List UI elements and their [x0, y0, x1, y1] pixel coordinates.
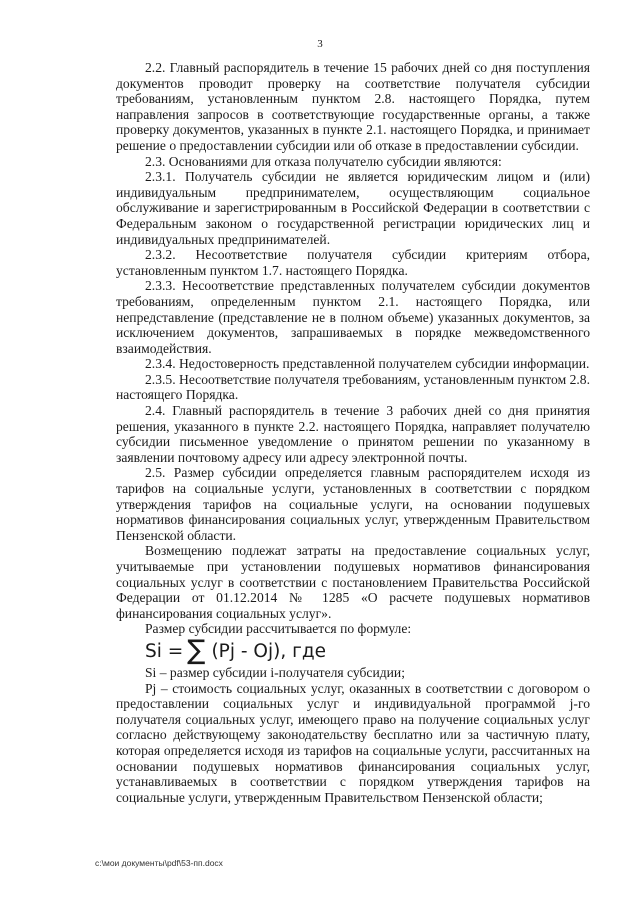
paragraph-2-3: 2.3. Основаниями для отказа получателю субсидии являются:: [145, 153, 502, 169]
formula-lhs: Si =: [145, 640, 184, 662]
footer-file-path: c:\мои документы\pdf\53-пп.docx: [95, 858, 223, 868]
paragraph-2-5: 2.5. Размер субсидии определяется главным распорядителем исходя из тарифов на социальные услуги, установленных в соответствии с порядком утверждения тарифов на социальные услуги, на основании подушевых нормативов финансирования социальных услуг, утвержденным Правительством Пензенской области.: [116, 465, 590, 543]
paragraph-2-3-4: 2.3.4. Недостоверность представленной получателем субсидии информации.: [145, 356, 590, 372]
paragraph-2-3-1: 2.3.1. Получатель субсидии не является юридическим лицом и (или) индивидуальным предпринимателем, осуществляющим социальное обслуживание и зарегистрированным в Российской Федерации в соответствии с Федеральным законом о государственной регистрации юридических лиц и индивидуальных предпринимателей.: [116, 169, 590, 247]
paragraph-2-3-5: 2.3.5. Несоответствие получателя требованиям, установленным пунктом 2.8. настоящего Порядка.: [116, 371, 590, 403]
paragraph-2-3-2: 2.3.2. Несоответствие получателя субсидии критериям отбора, установленным пунктом 1.7. настоящего Порядка.: [116, 247, 590, 278]
document-body: [116, 60, 590, 805]
subsidy-formula: [116, 634, 590, 666]
paragraph-2-2: 2.2. Главный распорядитель в течение 15 рабочих дней со дня поступления документов проводит проверку на соответствие получателя субсидии требованиям, установленным пунктом 2.8. настоящего Порядка, путем направления запросов в соответствующие государственные органы, а также проверку документов, указанных в пункте 2.1. настоящего Порядка, и принимает решение о предоставлении субсидии или об отказе в предоставлении субсидии.: [116, 60, 590, 153]
paragraph-2-3-3: 2.3.3. Несоответствие представленных получателем субсидии документов требованиям, определенным пунктом 2.1. настоящего Порядка, или непредставление (представление не в полном объеме) указанных документов, за исключением документов, запрашиваемых в порядке межведомственного взаимодействия.: [116, 278, 590, 356]
definition-si: Si – размер субсидии i-получателя субсидии;: [145, 664, 405, 680]
formula-rhs: (Pj - Oj), где: [211, 640, 326, 662]
paragraph-reimbursement: Возмещению подлежат затраты на предоставление социальных услуг, учитываемые при установлении подушевых нормативов финансирования социальных услуг в соответствии с постановлением Правительства Российской Федерации от 01.12.2014 № 1285 «О расчете подушевых нормативов финансирования социальных услуг».: [116, 543, 590, 621]
definition-pj: Pj – стоимость социальных услуг, оказанных в соответствии с договором о предоставлении социальных услуг и индивидуальной программой j-го получателя социальных услуг, имеющего право на получение социальных услуг согласно действующему законодательству бесплатно или за частичную плату, которая определяется исходя из тарифов на социальные услуги, рассчитанных на основании подушевых нормативов финансирования социальных услуг, устанавливаемых в соответствии с порядком утверждения тарифов на социальные услуги, утвержденным Правительством Пензенской области;: [116, 680, 590, 805]
sigma-symbol: ∑: [187, 634, 206, 666]
paragraph-2-4: 2.4. Главный распорядитель в течение 3 рабочих дней со дня принятия решения, указанного в пункте 2.2. настоящего Порядка, направляет получателю субсидии письменное уведомление о принятом решении по указанному в заявлении почтовому адресу или адресу электронной почты.: [116, 403, 590, 465]
paragraph-formula-intro: Размер субсидии рассчитывается по формуле:: [145, 621, 412, 637]
page-number: 3: [317, 38, 323, 50]
